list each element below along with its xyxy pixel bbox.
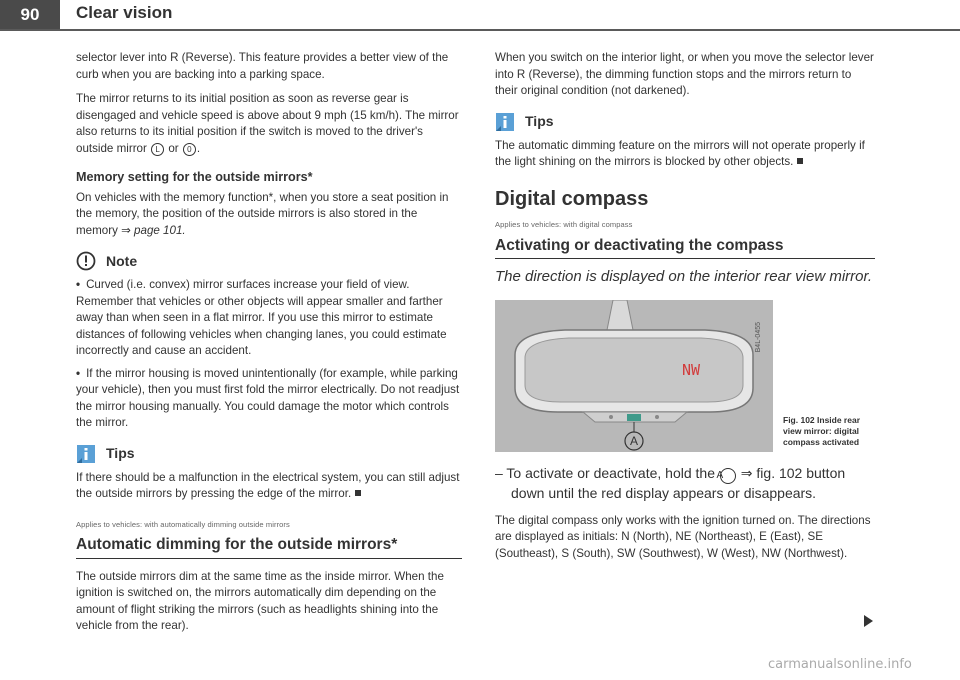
- tips-text-left: If there should be a malfunction in the electrical system, you can still adjust the outside mirrors by pressing the edge of the mirror.: [76, 470, 460, 500]
- continue-arrow-icon: [864, 615, 873, 627]
- note-label: Note: [106, 252, 138, 269]
- switch-0-symbol: 0: [183, 143, 196, 156]
- callout-a: A: [629, 433, 639, 448]
- watermark: carmanualsonline.info: [768, 657, 912, 672]
- instruction-step: – To activate or deactivate, hold the A ⇒ fig. 102 button down until the red display appears or disappears.: [495, 464, 846, 501]
- info-icon: [495, 112, 515, 132]
- button-a-symbol: A: [720, 468, 736, 484]
- note-bullet-2: • If the mirror housing is moved unintentionally (for example, while parking your vehicle), then you must first fold the mirror electrically. Do not readjust the mirror housing manually. You could damage the motor which controls the mirror.: [76, 366, 460, 429]
- warning-circle-icon: [76, 251, 96, 271]
- figure-102: [495, 300, 875, 452]
- info-icon: [76, 444, 96, 464]
- tips-header-right: [495, 112, 875, 132]
- end-marker: [797, 158, 803, 164]
- page-number: 90: [0, 0, 60, 30]
- mirror-figure: [495, 300, 773, 452]
- applies-to-right: Applies to vehicles: with digital compass: [495, 220, 633, 229]
- compass-lead: The direction is displayed on the interior rear view mirror.: [495, 268, 873, 285]
- memory-heading: Memory setting for the outside mirrors*: [76, 170, 313, 184]
- digital-compass-title: Digital compass: [495, 187, 649, 210]
- note-bullet-1: • Curved (i.e. convex) mirror surfaces increase your field of view. Remember that vehicles or other objects will appear smaller and farther away than when seen in a flat mirror. If you use this mirror to estimate distances of following vehicles when changing lanes, you could estimate incorrectly and cause an accident.: [76, 278, 447, 357]
- tips-header-left: [76, 444, 462, 464]
- right-column: [495, 50, 875, 570]
- left-paragraph-1: selector lever into R (Reverse). This feature provides a better view of the curb when you are backing into a parking space.: [76, 51, 449, 81]
- right-paragraph-1: When you switch on the interior light, or when you move the selector lever into R (Reverse), the dimming function stops and the mirrors return to their original condition (not darkened).: [495, 51, 874, 97]
- tips-text-right: The automatic dimming feature on the mirrors will not operate properly if the light shining on the mirrors is blocked by other objects.: [495, 138, 865, 168]
- page-reference-link[interactable]: ⇒ page 101.: [121, 223, 186, 237]
- rear-view-mirror-illustration: [495, 300, 773, 452]
- applies-to-left: Applies to vehicles: with automatically dimming outside mirrors: [76, 519, 290, 529]
- figure-caption: Fig. 102 Inside rear view mirror: digital compass activated: [783, 414, 861, 447]
- left-paragraph-2: The mirror returns to its initial position as soon as reverse gear is disengaged and vehicle speed is above about 9 mph (15 km/h). The mirror also returns to its initial position if the switch is moved to the driver's outside mirror L or 0 .: [76, 92, 459, 155]
- header-rule: [0, 29, 960, 31]
- compass-directions-text: The digital compass only works with the ignition turned on. The directions are displayed as initials: N (North), NE (Northeast), E (East), SE (Southeast), S (South), SW (Southwest), W (West), NW (Northwest).: [495, 513, 871, 560]
- compass-direction-display: NW: [681, 360, 701, 379]
- end-marker: [355, 490, 361, 496]
- auto-dimming-text: The outside mirrors dim at the same time as the inside mirror. When the ignition is switched on, the mirrors automatically dim depending on the amount of flight striking the mirrors (such as headlights shining into the vehicle from the rear).: [76, 569, 444, 632]
- memory-paragraph: On vehicles with the memory function*, when you store a seat position in the memory, the position of the outside mirrors is also stored in the memory ⇒ page 101.: [76, 190, 449, 237]
- figure-id: B4L-0455: [754, 321, 762, 352]
- section-title: Clear vision: [76, 3, 173, 22]
- note-header: [76, 251, 462, 271]
- switch-l-symbol: L: [151, 143, 164, 156]
- tips-label-left: Tips: [106, 445, 135, 462]
- left-column: [76, 50, 462, 643]
- activate-compass-heading: Activating or deactivating the compass: [495, 238, 875, 260]
- auto-dimming-heading: Automatic dimming for the outside mirrors*: [76, 537, 462, 559]
- tips-label-right: Tips: [525, 113, 554, 130]
